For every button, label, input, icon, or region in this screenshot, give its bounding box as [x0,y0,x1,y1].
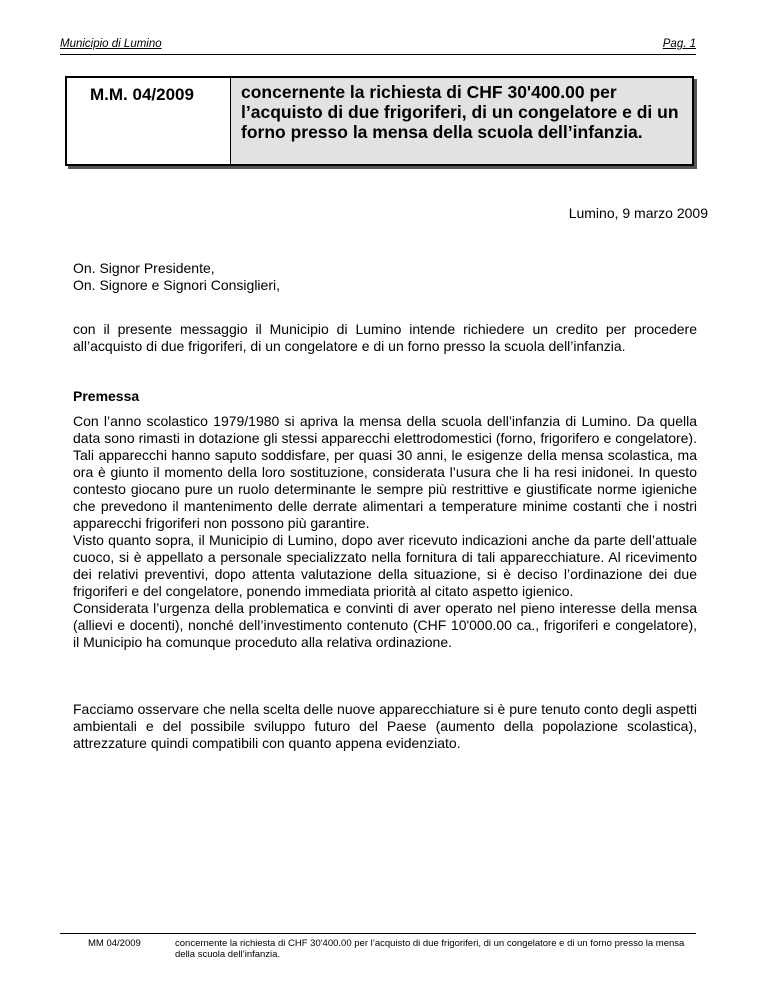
greeting [73,260,697,294]
paragraph-2 [73,532,697,651]
footer-divider [60,933,696,934]
message-code: M.M. 04/2009 [67,78,230,164]
intro-paragraph [73,321,697,355]
greeting-line-2: On. Signore e Signori Consiglieri, [73,277,280,293]
footer-code: MM 04/2009 [88,938,141,949]
paragraph-1 [73,413,697,532]
header-municipality: Municipio di Lumino [60,38,162,50]
paragraph-3 [73,701,697,752]
paragraph-2a-text: Visto quanto sopra, il Municipio di Lumino, dopo aver ricevuto indicazioni anche da parte dell’attuale cuoco, si è appellato a personale specializzato nella fornitura di tali apparecchiature. Al ricevimento dei relativi preventivi, dopo attenta valutazione della situazione, si è deciso l’ordinazione dei due frigoriferi e del congelatore, ponendo immediata priorità al citato aspetto igienico. [73,532,697,599]
header-divider [60,54,696,55]
footer-text: concernente la richiesta di CHF 30'400.00 per l’acquisto di due frigoriferi, di un congelatore e di un forno presso la mensa della scuola dell’infanzia. [175,938,685,960]
title-box [65,76,694,166]
header-page-number: Pag. 1 [662,38,696,50]
section-title-premessa: Premessa [73,388,140,404]
greeting-line-1: On. Signor Presidente, [73,260,215,276]
paragraph-2b-text: Considerata l’urgenza della problematica e convinti di aver operato nel pieno interesse della mensa (allievi e docenti), nonché dell’investimento contenuto (CHF 10'000.00 ca., frigoriferi e congelatore), il Municipio ha comunque proceduto alla relativa ordinazione. [73,600,697,650]
message-subject: concernente la richiesta di CHF 30'400.00 per l’acquisto di due frigoriferi, di un congelatore e di un forno presso la mensa della scuola dell’infanzia. [230,78,692,164]
document-date: Lumino, 9 marzo 2009 [568,205,708,221]
paragraph-3-text: Facciamo osservare che nella scelta delle nuove apparecchiature si è pure tenuto conto degli aspetti ambientali e del possibile sviluppo futuro del Paese (aumento della popolazione scolastica), attrezzature quindi compatibili con quanto appena evidenziato. [73,701,697,751]
intro-text: con il presente messaggio il Municipio di Lumino intende richiedere un credito per procedere all’acquisto di due frigoriferi, di un congelatore e di un forno presso la scuola dell’infanzia. [73,321,697,354]
paragraph-1-text: Con l’anno scolastico 1979/1980 si apriva la mensa della scuola dell’infanzia di Lumino. Da quella data sono rimasti in dotazione gli stessi apparecchi elettrodomestici (forno, frigorifero e congelatore). Tali apparecchi hanno saputo soddisfare, per quasi 30 anni, le esigenze della mensa scolastica, ma ora è giunto il momento della loro sostituzione, considerata l’usura che li ha resi inidonei. In questo contesto giocano pure un ruolo determinante le sempre più restrittive e giustificate norme igieniche che prevedono il mantenimento delle derrate alimentari a temperature minime costanti che i nostri apparecchi frigoriferi non possono più garantire. [73,413,697,531]
